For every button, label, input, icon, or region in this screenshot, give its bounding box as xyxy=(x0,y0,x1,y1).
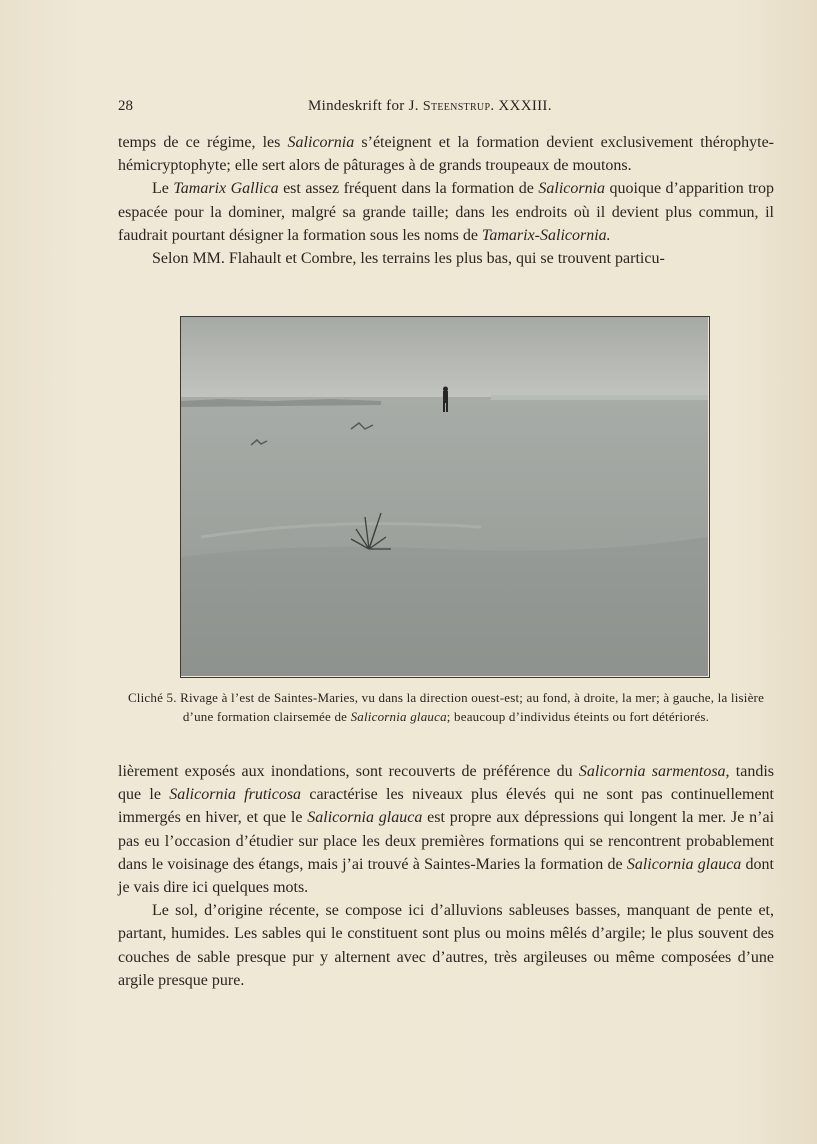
body-text-bottom xyxy=(118,760,774,992)
text-run: est assez fréquent dans la formation de xyxy=(278,180,539,198)
photograph-beach xyxy=(180,316,710,678)
italic-term: Tamarix-Salicornia. xyxy=(481,226,611,244)
text-run: quoique d’apparition trop espacée pour la dominer, malgré sa grande taille; dans les endroits où il devient plus commun, il faudrait pourtant désigner la formation sous les noms de xyxy=(118,180,775,244)
text-run: est propre aux dépressions qui longent la mer. Je n’ai pas eu l’occasion d’étudier sur place les deux premières formations qui se rencontrent probablement dans le voisinage des étangs, mais j’ai trouvé à Saintes-Maries la formation de xyxy=(118,809,775,873)
running-title-pre: Mindeskrift for J. xyxy=(308,98,423,114)
text-run: Le xyxy=(152,180,174,198)
paragraph: Le sol, d’origine récente, se compose ici d’alluvions sableuses basses, manquant de pente et, partant, humides. Les sables qui le constituent sont plus ou moins mêlés d’argile; le plus souvent des couches de sable presque pur y alternent avec d’autres, très argileuses ou même composées d’une argile presque pure. xyxy=(118,902,774,989)
italic-term: Salicornia xyxy=(538,180,606,198)
italic-term: Salicornia glauca xyxy=(626,855,742,873)
caption-text: Cliché 5. Rivage à l’est de Saintes-Maries, vu dans la direction ouest-est; au fond, à droite, la mer; à gauche, la lisière d’une formation clairsemée de xyxy=(127,690,765,724)
italic-term: Salicornia xyxy=(287,134,355,151)
paragraph xyxy=(118,131,774,177)
caption-text: ; beaucoup d’individus éteints ou fort détériorés. xyxy=(446,708,710,724)
text-run: lièrement exposés aux inondations, sont recouverts de préférence du xyxy=(118,763,579,780)
text-run: , tandis que le xyxy=(118,763,775,804)
paragraph xyxy=(118,760,774,899)
running-title-name: Steenstrup xyxy=(422,99,491,114)
running-title xyxy=(308,98,552,115)
paragraph xyxy=(118,177,774,247)
figure-caption xyxy=(118,689,774,726)
page-number: 28 xyxy=(118,98,133,114)
running-header xyxy=(118,98,773,120)
text-run: s’éteignent et la formation devient exclusivement thérophyte-hémicryptophyte; elle sert alors de pâturages à de grands troupeaux de moutons. xyxy=(118,134,775,175)
text-run: dont je vais dire ici quelques mots. xyxy=(118,855,775,897)
italic-term: Salicornia glauca xyxy=(307,809,423,827)
italic-term: Tamarix Gallica xyxy=(173,180,279,198)
italic-term: Salicornia sarmentosa xyxy=(578,763,726,780)
text-run: temps de ce régime, les xyxy=(118,134,288,151)
running-title-post: . XXXIII. xyxy=(490,98,552,114)
paragraph: Selon MM. Flahault et Combre, les terrains les plus bas, qui se trouvent particu- xyxy=(152,250,665,268)
text-run: caractérise les niveaux plus élevés qui ne sont pas continuellement immergés en hiver, et que le xyxy=(118,786,774,827)
italic-term: Salicornia glauca xyxy=(350,708,447,724)
italic-term: Salicornia fruticosa xyxy=(169,786,302,804)
body-text-top xyxy=(118,131,774,270)
